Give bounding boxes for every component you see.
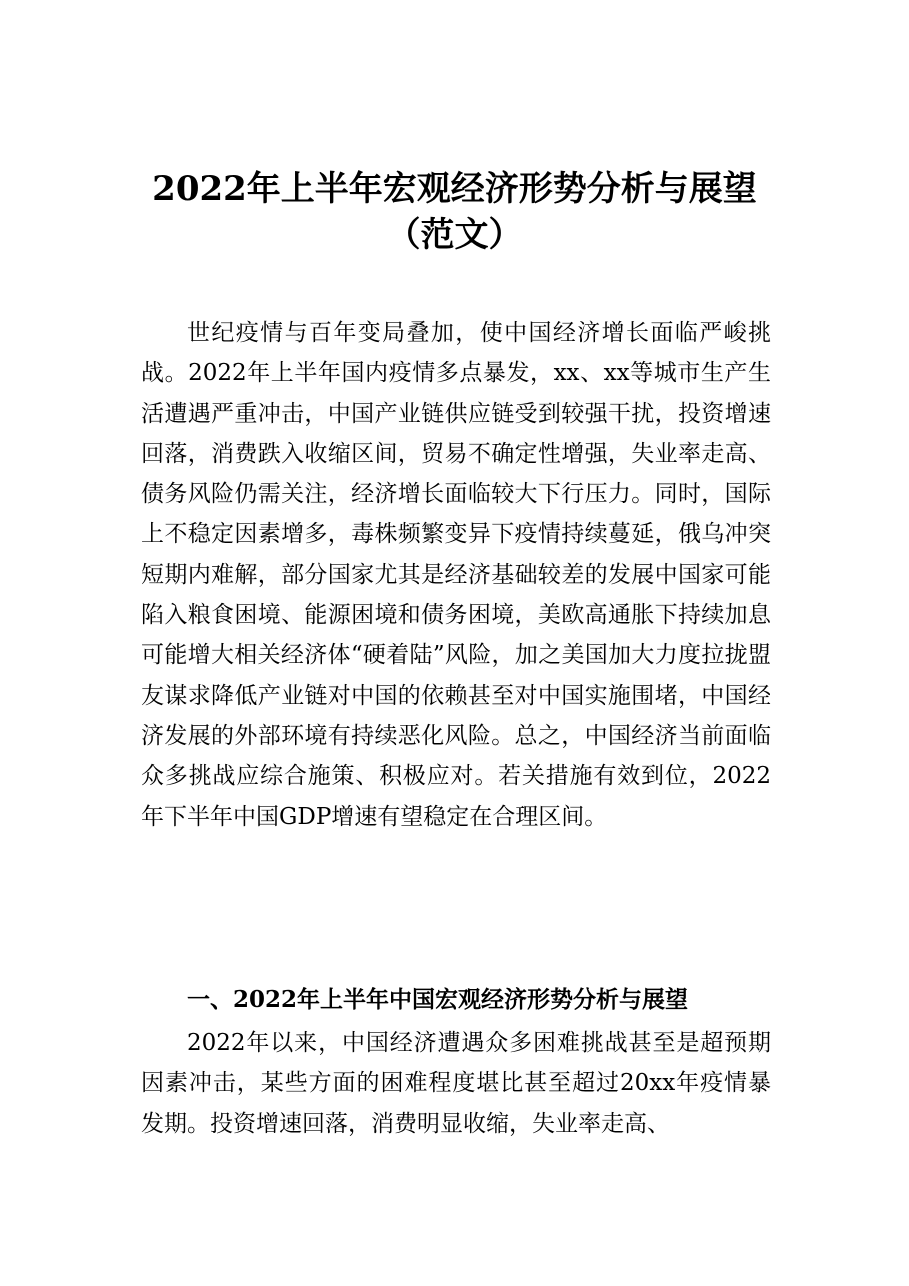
section-heading: 一、2022年上半年中国宏观经济形势分析与展望 (187, 986, 689, 1013)
document-title: 2022年上半年宏观经济形势分析与展望 (152, 169, 757, 209)
intro-paragraph: 世纪疫情与百年变局叠加，使中国经济增长面临严峻挑战。2022年上半年国内疫情多点暴发，xx、xx等城市生产生活遭遇严重冲击，中国产业链供应链受到较强干扰，投资增速回落，消费跌入收缩区间，贸易不确定性增强，失业率走高、债务风险仍需关注，经济增长面临较大下行压力。同时，国际上不稳定因素增多，毒株频繁变异下疫情持续蔓延，俄乌冲突短期内难解，部分国家尤其是经济基础较差的发展中国家可能陷入粮食困境、能源困境和债务困境，美欧高通胀下持续加息可能增大相关经济体“硬着陆”风险，加之美国加大力度拉拢盟友谋求降低产业链对中国的依赖甚至对中国实施围堵，中国经济发展的外部环境有持续恶化风险。总之，中国经济当前面临众多挑战应综合施策、积极应对。若关措施有效到位，2022年下半年中国GDP增速有望稳定在合理区间。 (141, 320, 771, 830)
document-subtitle: （范文） (386, 215, 523, 255)
section-paragraph: 2022年以来，中国经济遭遇众多困难挑战甚至是超预期因素冲击，某些方面的困难程度堪比甚至超过20xx年疫情暴发期。投资增速回落，消费明显收缩，失业率走高、 (141, 1030, 771, 1137)
